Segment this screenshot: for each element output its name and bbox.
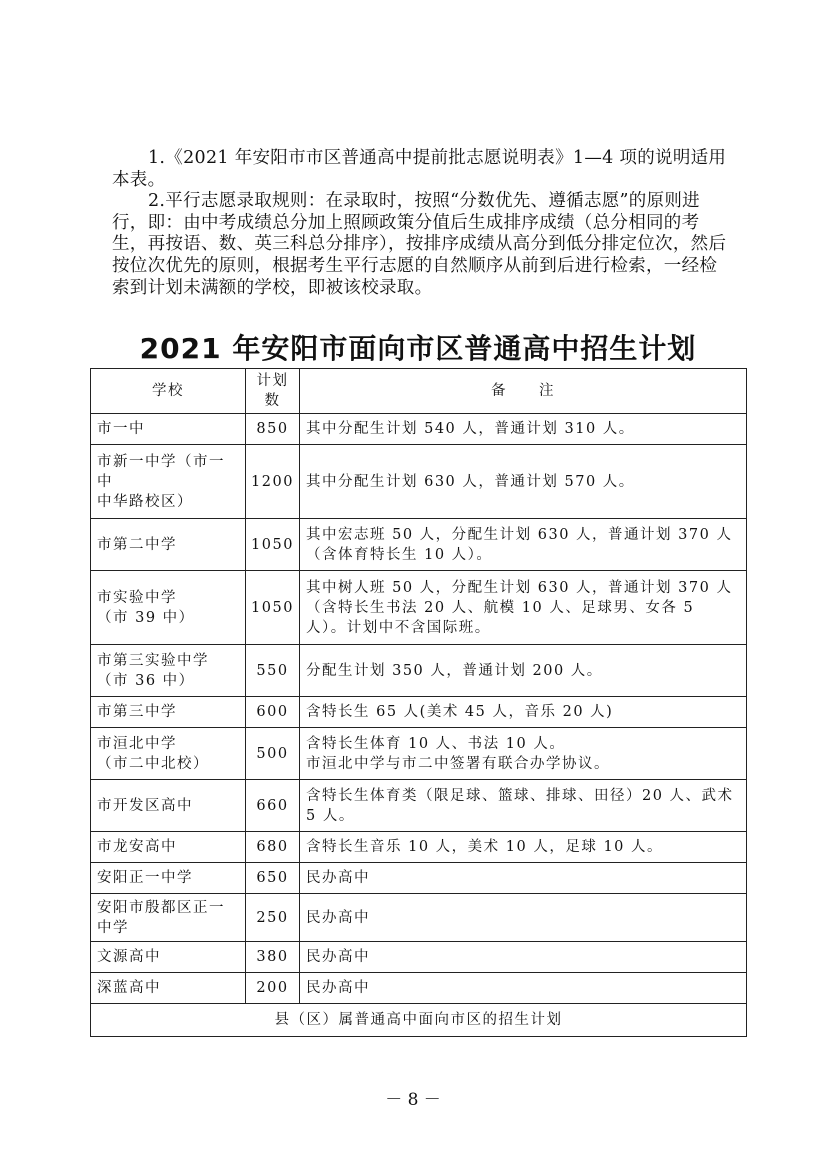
school-cell: 市实验中学 （市 39 中） bbox=[91, 571, 246, 645]
note-cell: 含特长生 65 人(美术 45 人，音乐 20 人) bbox=[300, 697, 747, 728]
table-footer-row bbox=[91, 1004, 747, 1037]
quota-cell: 380 bbox=[246, 942, 300, 973]
table-row bbox=[91, 942, 747, 973]
note-cell: 分配生计划 350 人，普通计划 200 人。 bbox=[300, 645, 747, 697]
school-cell: 市一中 bbox=[91, 414, 246, 445]
school-cell: 市新一中学（市一中 中华路校区） bbox=[91, 445, 246, 519]
note-cell: 含特长生体育类（限足球、篮球、排球、田径）20 人、武术 5 人。 bbox=[300, 780, 747, 832]
note-cell: 其中分配生计划 630 人，普通计划 570 人。 bbox=[300, 445, 747, 519]
table-row bbox=[91, 728, 747, 780]
quota-cell: 850 bbox=[246, 414, 300, 445]
school-cell: 深蓝高中 bbox=[91, 973, 246, 1004]
table-body bbox=[91, 414, 747, 1004]
quota-cell: 250 bbox=[246, 894, 300, 942]
note-cell: 含特长生音乐 10 人，美术 10 人，足球 10 人。 bbox=[300, 832, 747, 863]
quota-cell: 680 bbox=[246, 832, 300, 863]
quota-cell: 550 bbox=[246, 645, 300, 697]
table-row bbox=[91, 780, 747, 832]
school-cell: 安阳正一中学 bbox=[91, 863, 246, 894]
school-cell: 安阳市殷都区正一中学 bbox=[91, 894, 246, 942]
note-cell: 民办高中 bbox=[300, 894, 747, 942]
table-row bbox=[91, 445, 747, 519]
table-row bbox=[91, 414, 747, 445]
quota-cell: 600 bbox=[246, 697, 300, 728]
quota-cell: 650 bbox=[246, 863, 300, 894]
note-cell: 含特长生体育 10 人、书法 10 人。 市洹北中学与市二中签署有联合办学协议。 bbox=[300, 728, 747, 780]
table-row bbox=[91, 894, 747, 942]
table-row bbox=[91, 863, 747, 894]
header-school: 学校 bbox=[91, 369, 246, 414]
school-cell: 市第三中学 bbox=[91, 697, 246, 728]
enrollment-plan-table bbox=[90, 368, 747, 1037]
header-note: 备 注 bbox=[300, 369, 747, 414]
school-cell: 市洹北中学 （市二中北校） bbox=[91, 728, 246, 780]
school-cell: 市龙安高中 bbox=[91, 832, 246, 863]
page-number: － 8 － bbox=[385, 1090, 441, 1110]
table-row bbox=[91, 519, 747, 571]
note-cell: 其中树人班 50 人，分配生计划 630 人，普通计划 370 人（含特长生书法 20 人、航模 10 人、足球男、女各 5 人）。计划中不含国际班。 bbox=[300, 571, 747, 645]
quota-cell: 500 bbox=[246, 728, 300, 780]
note-cell: 其中分配生计划 540 人，普通计划 310 人。 bbox=[300, 414, 747, 445]
intro-paragraph-1: 1.《2021 年安阳市市区普通高中提前批志愿说明表》1—4 项的说明适用本表。 bbox=[112, 148, 727, 190]
header-quota: 计划数 bbox=[246, 369, 300, 414]
note-cell: 其中宏志班 50 人，分配生计划 630 人，普通计划 370 人（含体育特长生 10 人）。 bbox=[300, 519, 747, 571]
table-row bbox=[91, 571, 747, 645]
quota-cell: 660 bbox=[246, 780, 300, 832]
note-cell: 民办高中 bbox=[300, 863, 747, 894]
quota-cell: 200 bbox=[246, 973, 300, 1004]
table-row bbox=[91, 645, 747, 697]
quota-cell: 1050 bbox=[246, 571, 300, 645]
intro-text bbox=[112, 148, 732, 299]
school-cell: 市第二中学 bbox=[91, 519, 246, 571]
table-row bbox=[91, 832, 747, 863]
intro-paragraph-2: 2.平行志愿录取规则：在录取时，按照“分数优先、遵循志愿”的原则进行，即：由中考成绩总分加上照顾政策分值后生成排序成绩（总分相同的考生，再按语、数、英三科总分排序），按排序成绩从高分到低分排定位次，然后按位次优先的原则，根据考生平行志愿的自然顺序从前到后进行检索，一经检索到计划未满额的学校，即被该校录取。 bbox=[112, 191, 727, 298]
school-cell: 市第三实验中学 （市 36 中） bbox=[91, 645, 246, 697]
table-header-row bbox=[91, 369, 747, 414]
table-title: 2021 年安阳市面向市区普通高中招生计划 bbox=[139, 332, 697, 365]
table-row bbox=[91, 973, 747, 1004]
note-cell: 民办高中 bbox=[300, 973, 747, 1004]
quota-cell: 1200 bbox=[246, 445, 300, 519]
school-cell: 市开发区高中 bbox=[91, 780, 246, 832]
note-cell: 民办高中 bbox=[300, 942, 747, 973]
school-cell: 文源高中 bbox=[91, 942, 246, 973]
table-row bbox=[91, 697, 747, 728]
table-footer: 县（区）属普通高中面向市区的招生计划 bbox=[91, 1004, 747, 1037]
quota-cell: 1050 bbox=[246, 519, 300, 571]
